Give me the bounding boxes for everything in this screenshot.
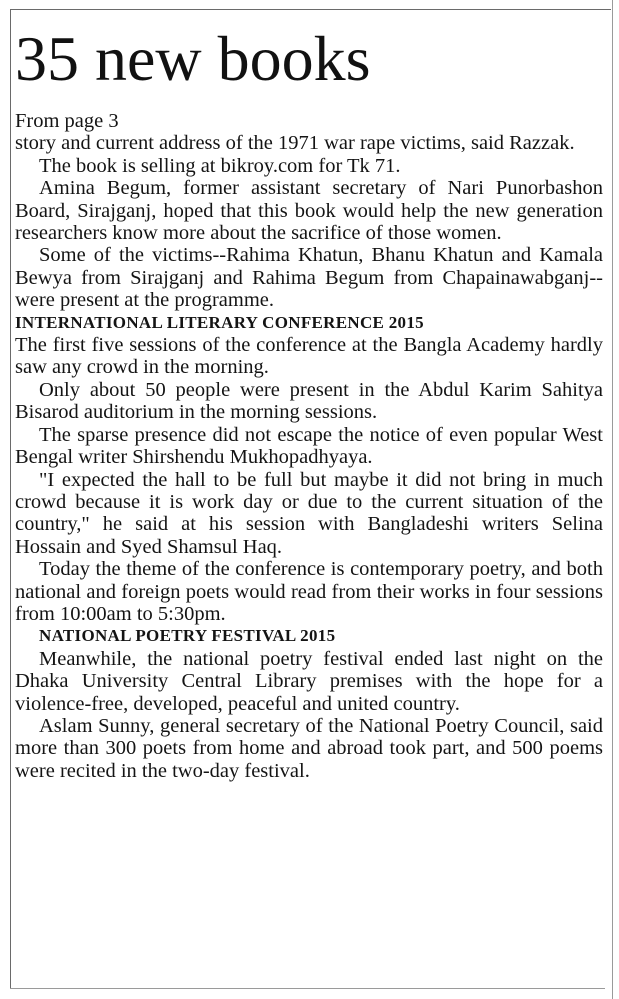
paragraph: Some of the victims--Rahima Khatun, Bhanu Khatun and Kamala Bewya from Sirajganj and Rahima Begum from Chapainawabganj--were present at the programme.: [15, 244, 603, 312]
paragraph: Meanwhile, the national poetry festival ended last night on the Dhaka University Central Library premises with the hope for a violence-free, developed, peaceful and united country.: [15, 647, 603, 715]
article-body: [15, 110, 603, 782]
section-heading: NATIONAL POETRY FESTIVAL 2015: [39, 626, 336, 646]
paragraph: Only about 50 people were present in the Abdul Karim Sahitya Bisarod auditorium in the morning sessions.: [15, 378, 603, 424]
article: [15, 23, 603, 782]
paragraph: "I expected the hall to be full but maybe it did not bring in much crowd because it is work day or due to the current situation of the country," he said at his session with Bangladeshi writers Selina Hossain and Syed Shamsul Haq.: [15, 468, 603, 558]
column-rule: [612, 0, 613, 999]
paragraph: story and current address of the 1971 war rape victims, said Razzak.: [15, 132, 575, 155]
section-heading: INTERNATIONAL LITERARY CONFERENCE 2015: [15, 312, 424, 332]
paragraph: Amina Begum, former assistant secretary of Nari Punorbashon Board, Sirajganj, hoped that this book would help the new generation researchers know more about the sacrifice of those women.: [15, 177, 603, 245]
paragraph: The first five sessions of the conference at the Bangla Academy hardly saw any crowd in the morning.: [15, 334, 603, 379]
paragraph: The book is selling at bikroy.com for Tk 71.: [39, 154, 401, 177]
paragraph: The sparse presence did not escape the notice of even popular West Bengal writer Shirshendu Mukhopadhyaya.: [15, 423, 603, 469]
headline: 35 new books: [15, 23, 371, 94]
paragraph: Aslam Sunny, general secretary of the National Poetry Council, said more than 300 poets from home and abroad took part, and 500 poems were recited in the two-day festival.: [15, 714, 603, 782]
paragraph: Today the theme of the conference is contemporary poetry, and both national and foreign poets would read from their works in four sessions from 10:00am to 5:30pm.: [15, 558, 603, 625]
bottom-rule: [10, 988, 605, 989]
continued-from-reference: From page 3: [15, 110, 119, 132]
